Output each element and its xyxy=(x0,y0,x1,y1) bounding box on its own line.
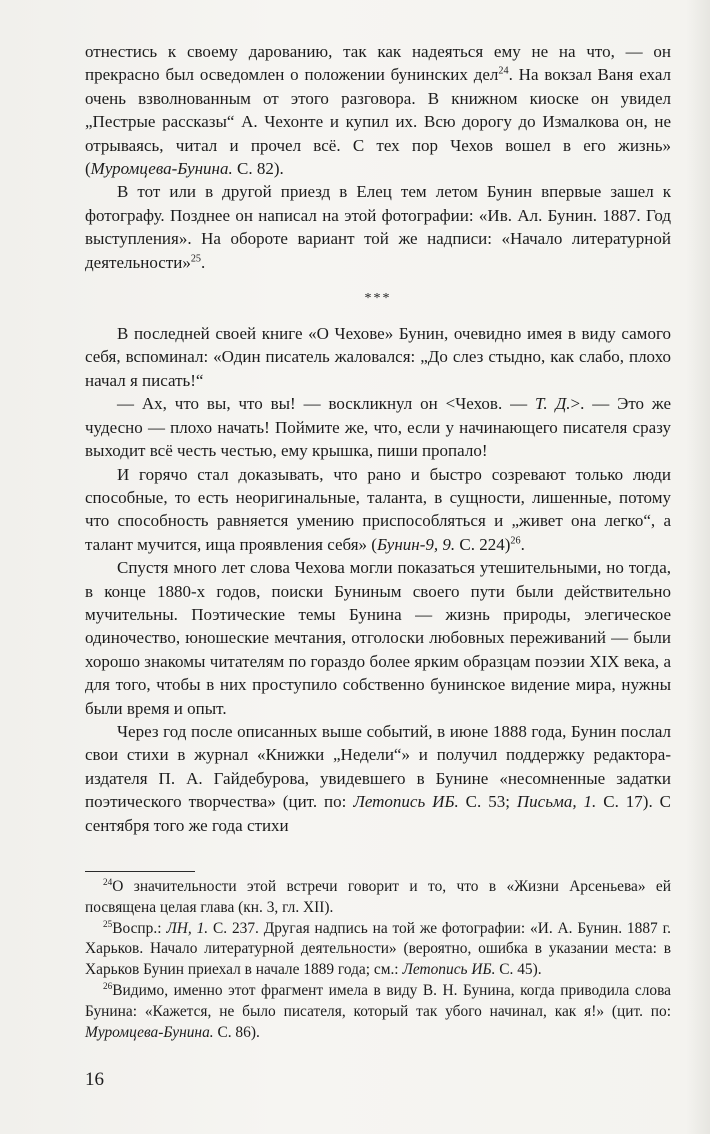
text-run: С. 224) xyxy=(455,534,511,554)
text-run: С. 53; xyxy=(458,792,517,812)
italic-reference: Муромцева-Бунина. xyxy=(90,159,233,179)
text-run: Спустя много лет слова Чехова могли показаться утешительными, но тогда, в конце 1880-х годов, поиски Буниным своего пути были действительно мучительны. Поэтические темы Бунина — жизнь природы, элегическое одиночество, юношеские мечтания, отголоски любовных переживаний — были хорошо знакомы читателям по гораздо более ярким образцам поэзии XIX века, а для того, чтобы в них проступило собственно бунинское видение мира, нужны были время и опыт. xyxy=(85,558,671,718)
text-run: Воспр.: xyxy=(112,919,167,937)
footnote-24 xyxy=(85,877,671,919)
paragraph xyxy=(85,40,671,180)
paragraph xyxy=(85,180,671,274)
italic-reference: Бунин-9, 9. xyxy=(376,534,456,554)
italic-reference: Летопись ИБ. xyxy=(402,961,496,979)
section-separator: *** xyxy=(364,291,392,307)
footnote-marker: 24 xyxy=(498,65,509,77)
text-run: И горячо стал доказывать, что рано и быстро созревают только люди способные, то есть неоригинальные, таланта, в сущности, лишенные, потому что способность равняется умению приспособляться и „живет она легко“, а талант мучится, ища проявления себя» ( xyxy=(85,464,671,554)
italic-reference: Письма, 1. xyxy=(516,792,597,812)
main-text xyxy=(85,40,671,837)
footnote-25 xyxy=(85,919,671,981)
footnote-marker: 24 xyxy=(103,876,113,887)
text-run: В тот или в другой приезд в Елец тем летом Бунин впервые зашел к фотографу. Позднее он написал на этой фотографии: «Ив. Ал. Бунин. 1887. Год выступления». На обороте вариант той же надписи: «Начало литературной деятельности» xyxy=(85,182,671,272)
text-run: . xyxy=(201,252,206,272)
italic-reference: Муромцева-Бунина. xyxy=(85,1023,214,1041)
text-run: С. 86). xyxy=(213,1023,260,1041)
italic-reference: ЛН, 1. xyxy=(166,919,209,937)
text-run: В последней своей книге «О Чехове» Бунин, очевидно имея в виду самого себя, вспоминал: «Один писатель жаловался: „До слез стыдно, как слабо, плохо начал я писать!“ xyxy=(85,324,671,390)
footnotes xyxy=(85,877,671,1043)
text-run: С. 45). xyxy=(495,961,542,979)
text-run: отнестись к своему дарованию, так как надеяться ему не на что, — он прекрасно был осведомлен о положении бунинских дел xyxy=(85,42,671,85)
text-run: >. — Это же чудесно — плохо начать! Поймите же, что, если у начинающего писателя сразу выходит всё честь честью, ему крышка, пиши пропало! xyxy=(85,394,672,461)
text-run: Через год после описанных выше событий, в июне 1888 года, Бунин послал свои стихи в журнал «Книжки „Недели“» и получил поддержку редактора-издателя П. А. Гайдебурова, увидевшего в Бунине «несомненные задатки поэтического творчества» (цит. по: xyxy=(85,721,671,812)
italic-reference: Т. Д. xyxy=(534,394,571,414)
paragraph xyxy=(85,463,671,557)
italic-reference: Летопись ИБ. xyxy=(353,792,459,812)
text-run: С. 237. Другая надпись на той же фотографии: «И. А. Бунин. 1887 г. Харьков. Начало литературной деятельности» (вероятно, ошибка в указании места: в Харьков Бунин приехал в начале 1889 года; см.: xyxy=(85,919,671,979)
text-run: С. 82). xyxy=(232,159,284,179)
page-number: 16 xyxy=(85,1069,104,1090)
paragraph xyxy=(85,720,671,837)
page-edge-shadow xyxy=(686,0,710,1134)
paragraph xyxy=(85,322,671,392)
text-run: О значительности этой встречи говорит и то, что в «Жизни Арсеньева» ей посвящена целая глава (кн. 3, гл. XII). xyxy=(85,878,671,916)
dialog-paragraph xyxy=(85,392,671,462)
footnote-marker: 26 xyxy=(510,535,521,547)
text-run: С. 17). С сентября того же года стихи xyxy=(85,792,671,835)
text-run: — Ах, что вы, что вы! — воскликнул он <Чехов. — xyxy=(117,394,535,414)
text-run: . xyxy=(520,534,525,554)
footnote-marker: 26 xyxy=(103,980,113,991)
footnote-marker: 25 xyxy=(190,253,202,264)
text-run: . На вокзал Ваня ехал очень взволнованным от этого разговора. В книжном киоске он увидел „Пестрые рассказы“ А. Чехонте и купил их. Всю дорогу до Измалкова он, не отрываясь, читал и прочел всё. С тех пор Чехов вошел в его жизнь» ( xyxy=(85,65,671,179)
paragraph xyxy=(85,556,671,720)
footnote-26 xyxy=(85,981,671,1043)
footnote-rule xyxy=(85,871,195,872)
text-run: Видимо, именно этот фрагмент имела в виду В. Н. Бунина, когда приводила слова Бунина: «Кажется, не было писателя, который так убого начинал, как я!» (цит. по: xyxy=(85,981,671,1020)
footnote-marker: 25 xyxy=(103,918,113,929)
